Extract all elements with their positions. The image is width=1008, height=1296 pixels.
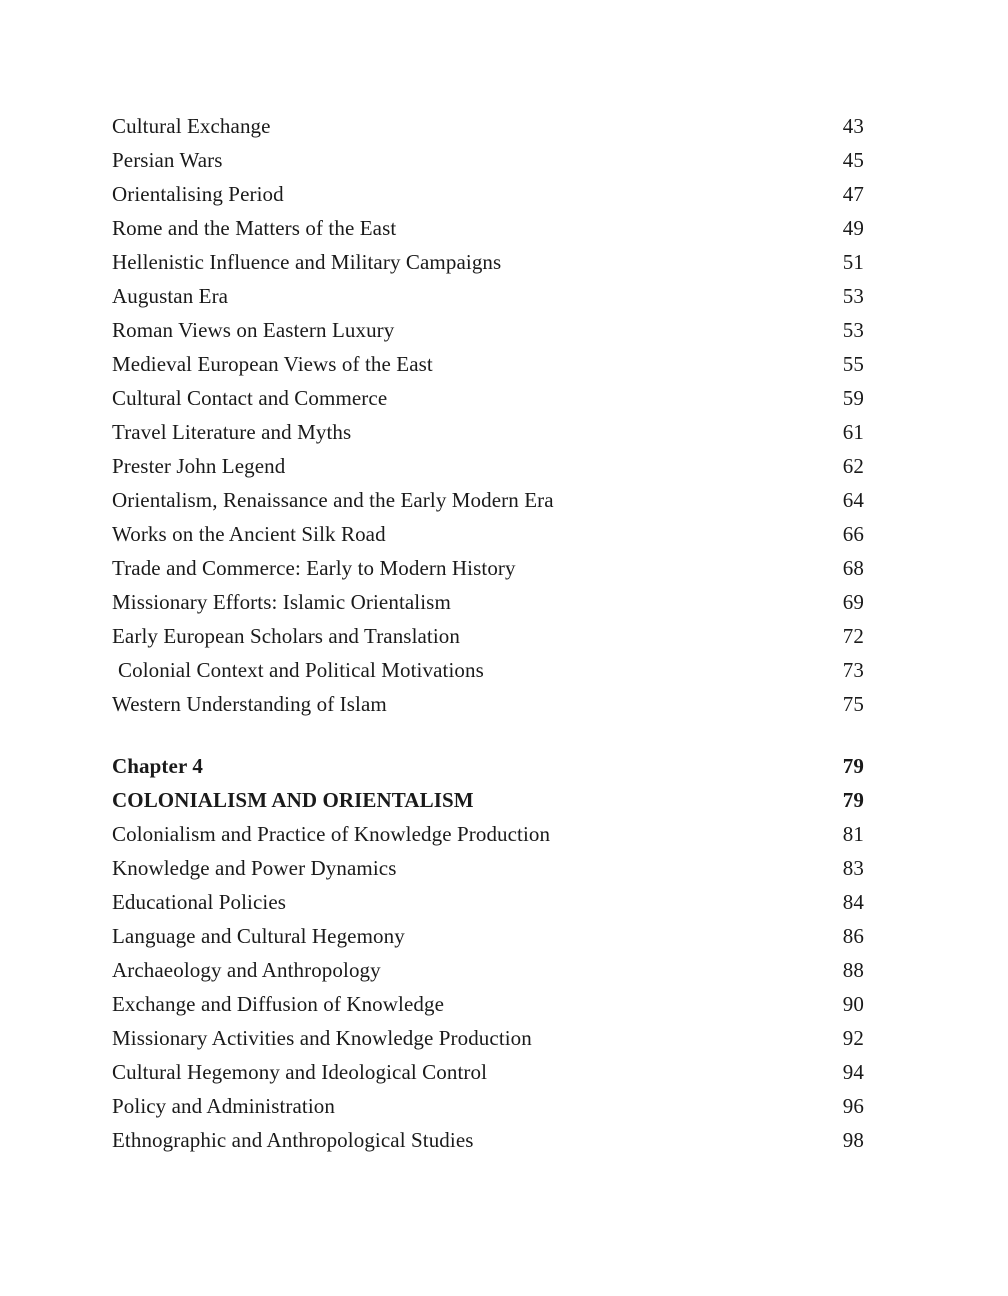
toc-entry-page-number: 72 bbox=[842, 624, 864, 648]
toc-entry bbox=[112, 885, 864, 919]
table-of-contents bbox=[112, 109, 864, 1157]
toc-entry-title: Trade and Commerce: Early to Modern History bbox=[112, 556, 516, 580]
toc-entry-page-number: 62 bbox=[842, 454, 864, 478]
toc-entry bbox=[112, 1055, 864, 1089]
toc-entry-page-number: 86 bbox=[842, 924, 864, 948]
toc-entry-title: Colonial Context and Political Motivations bbox=[118, 658, 484, 682]
toc-entry-page-number: 49 bbox=[842, 216, 864, 240]
toc-entry-page-number: 53 bbox=[842, 284, 864, 308]
toc-entry bbox=[112, 415, 864, 449]
toc-entry-page-number: 84 bbox=[842, 890, 864, 914]
toc-entry-title: Roman Views on Eastern Luxury bbox=[112, 318, 395, 342]
toc-entry-page-number: 59 bbox=[842, 386, 864, 410]
toc-entry bbox=[112, 245, 864, 279]
toc-entry bbox=[112, 653, 864, 687]
toc-entry-title: Exchange and Diffusion of Knowledge bbox=[112, 992, 445, 1016]
toc-entry-page-number: 75 bbox=[842, 692, 864, 716]
toc-entry-title: Educational Policies bbox=[112, 890, 287, 914]
toc-entry-page-number: 88 bbox=[842, 958, 864, 982]
toc-entry-page-number: 45 bbox=[842, 148, 864, 172]
toc-entry-page-number: 79 bbox=[842, 754, 864, 778]
toc-entry-title: Travel Literature and Myths bbox=[112, 420, 352, 444]
toc-entry-title: Chapter 4 bbox=[112, 754, 203, 778]
toc-entry bbox=[112, 919, 864, 953]
toc-entry-page-number: 68 bbox=[842, 556, 864, 580]
toc-entry bbox=[112, 449, 864, 483]
toc-entry-page-number: 51 bbox=[842, 250, 864, 274]
toc-entry-title: Persian Wars bbox=[112, 148, 223, 172]
toc-entry bbox=[112, 619, 864, 653]
toc-entry bbox=[112, 483, 864, 517]
toc-entry-title: Orientalism, Renaissance and the Early Modern Era bbox=[112, 488, 554, 512]
toc-entry bbox=[112, 749, 864, 783]
toc-entry-title: Policy and Administration bbox=[112, 1094, 335, 1118]
toc-entry-page-number: 61 bbox=[842, 420, 864, 444]
toc-entry-page-number: 79 bbox=[842, 788, 864, 812]
toc-entry bbox=[112, 687, 864, 721]
toc-entry bbox=[112, 1089, 864, 1123]
toc-entry-page-number: 73 bbox=[842, 658, 864, 682]
toc-entry-page-number: 64 bbox=[842, 488, 864, 512]
toc-entry-title: Language and Cultural Hegemony bbox=[112, 924, 405, 948]
toc-entry-page-number: 43 bbox=[842, 114, 864, 138]
toc-entry bbox=[112, 313, 864, 347]
toc-entry-page-number: 96 bbox=[842, 1094, 864, 1118]
toc-entry-title: Early European Scholars and Translation bbox=[112, 624, 461, 648]
toc-entry-page-number: 92 bbox=[842, 1026, 864, 1050]
toc-entry-page-number: 90 bbox=[842, 992, 864, 1016]
toc-entry-page-number: 69 bbox=[842, 590, 864, 614]
toc-entry-title: Archaeology and Anthropology bbox=[112, 958, 381, 982]
toc-entry-title: Orientalising Period bbox=[112, 182, 284, 206]
toc-entry-page-number: 53 bbox=[842, 318, 864, 342]
toc-entry-title: Prester John Legend bbox=[112, 454, 286, 478]
toc-entry bbox=[112, 953, 864, 987]
toc-entry bbox=[112, 987, 864, 1021]
toc-entry-title: Missionary Activities and Knowledge Production bbox=[112, 1026, 532, 1050]
toc-entry-page-number: 81 bbox=[842, 822, 864, 846]
toc-entry bbox=[112, 585, 864, 619]
toc-entry-title: Augustan Era bbox=[112, 284, 229, 308]
toc-entry bbox=[112, 817, 864, 851]
toc-entry-title: Hellenistic Influence and Military Campaigns bbox=[112, 250, 502, 274]
toc-entry-title: Ethnographic and Anthropological Studies bbox=[112, 1128, 474, 1152]
toc-entry-page-number: 98 bbox=[842, 1128, 864, 1152]
toc-entry bbox=[112, 851, 864, 885]
toc-entry bbox=[112, 381, 864, 415]
toc-entry-page-number: 83 bbox=[842, 856, 864, 880]
toc-entry-title: COLONIALISM AND ORIENTALISM bbox=[112, 788, 474, 812]
toc-entry-title: Colonialism and Practice of Knowledge Production bbox=[112, 822, 551, 846]
toc-entry bbox=[112, 177, 864, 211]
toc-entry bbox=[112, 279, 864, 313]
toc-entry bbox=[112, 783, 864, 817]
toc-entry-page-number: 55 bbox=[842, 352, 864, 376]
toc-entry bbox=[112, 517, 864, 551]
toc-entry bbox=[112, 211, 864, 245]
toc-entry-page-number: 47 bbox=[842, 182, 864, 206]
toc-entry-page-number: 66 bbox=[842, 522, 864, 546]
toc-entry-title: Knowledge and Power Dynamics bbox=[112, 856, 397, 880]
toc-entry-title: Rome and the Matters of the East bbox=[112, 216, 397, 240]
toc-entry-page-number: 94 bbox=[842, 1060, 864, 1084]
toc-entry-title: Medieval European Views of the East bbox=[112, 352, 433, 376]
toc-entry-title: Cultural Exchange bbox=[112, 114, 271, 138]
toc-entry bbox=[112, 143, 864, 177]
toc-entry bbox=[112, 1123, 864, 1157]
toc-entry-title: Western Understanding of Islam bbox=[112, 692, 387, 716]
toc-entry-title: Missionary Efforts: Islamic Orientalism bbox=[112, 590, 451, 614]
toc-entry bbox=[112, 347, 864, 381]
toc-entry-title: Cultural Hegemony and Ideological Control bbox=[112, 1060, 488, 1084]
toc-entry-title: Cultural Contact and Commerce bbox=[112, 386, 388, 410]
toc-entry-title: Works on the Ancient Silk Road bbox=[112, 522, 386, 546]
toc-entry bbox=[112, 109, 864, 143]
toc-entry bbox=[112, 551, 864, 585]
toc-entry bbox=[112, 1021, 864, 1055]
